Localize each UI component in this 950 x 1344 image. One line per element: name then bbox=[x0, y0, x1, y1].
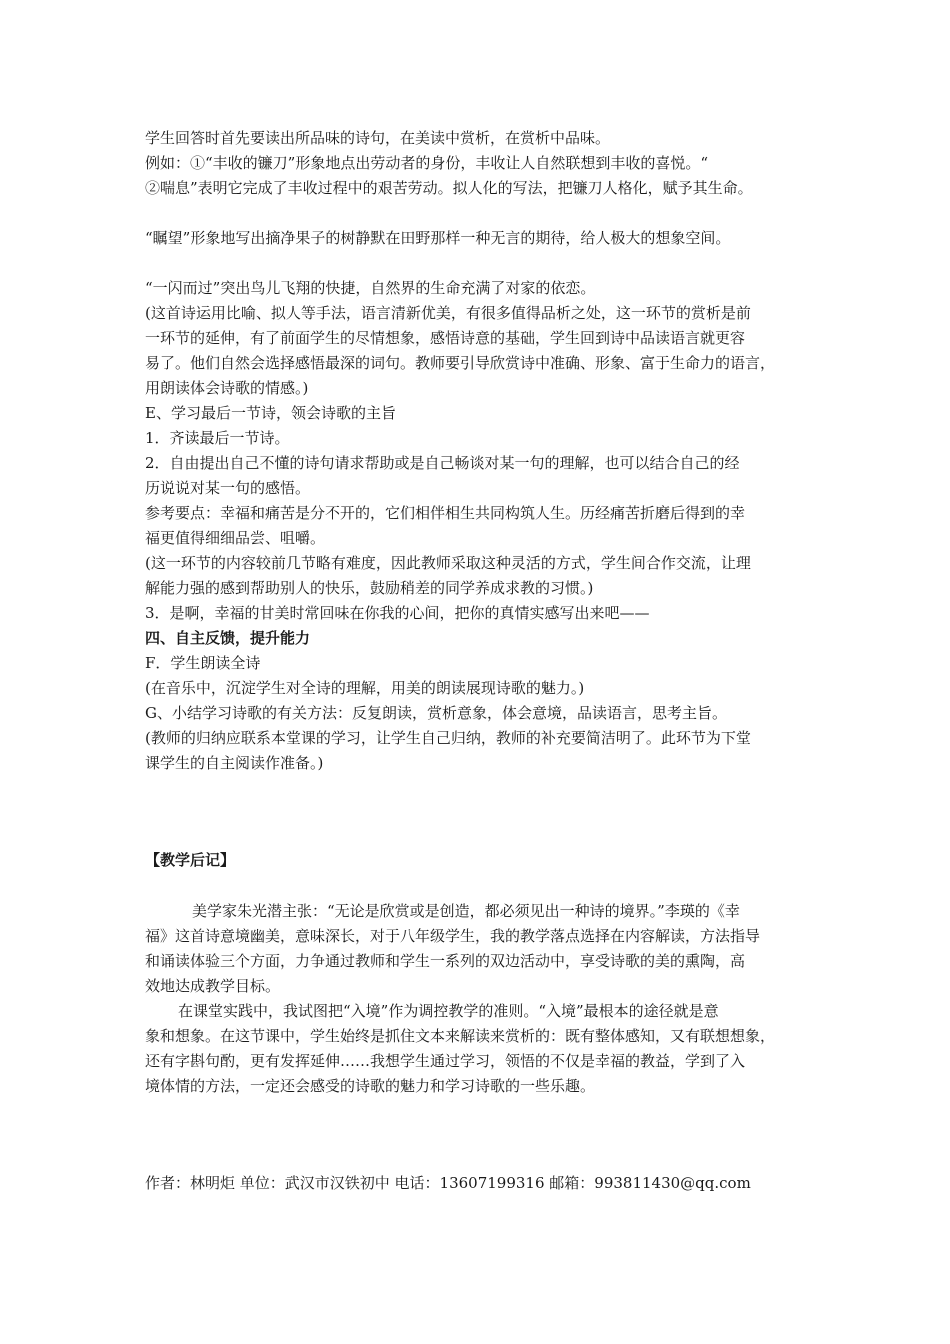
postscript-line: 福》这首诗意境幽美，意味深长，对于八年级学生，我的教学落点选择在内容解读，方法指导 bbox=[145, 927, 761, 945]
text-line: 例如：①“丰收的镰刀”形象地点出劳动者的身份，丰收让人自然联想到丰收的喜悦。“ bbox=[145, 154, 709, 172]
text-line: (这一环节的内容较前几节略有难度，因此教师采取这种灵活的方式，学生间合作交流，让理 bbox=[145, 554, 751, 572]
text-line: 用朗读体会诗歌的情感。) bbox=[145, 379, 309, 397]
section-heading-bold: 四、自主反馈，提升能力 bbox=[145, 629, 311, 647]
postscript-line: 美学家朱光潜主张：“无论是欣赏或是创造，都必须见出一种诗的境界。”李瑛的《幸 bbox=[192, 902, 740, 920]
section-heading: E、学习最后一节诗，领会诗歌的主旨 bbox=[145, 404, 396, 422]
text-line: (在音乐中，沉淀学生对全诗的理解，用美的朗读展现诗歌的魅力。) bbox=[145, 679, 585, 697]
text-line: 福更值得细细品尝、咀嚼。 bbox=[145, 529, 326, 547]
text-line: 3．是啊，幸福的甘美时常回味在你我的心间，把你的真情实感写出来吧—— bbox=[145, 604, 650, 622]
text-line: ②喘息”表明它完成了丰收过程中的艰苦劳动。拟人化的写法，把镰刀人格化，赋予其生命。 bbox=[145, 179, 753, 197]
author-footer: 作者：林明炬 单位：武汉市汉铁初中 电话：13607199316 邮箱：993811430@qq.com bbox=[145, 1174, 751, 1192]
text-line: 1．齐读最后一节诗。 bbox=[145, 429, 290, 447]
text-line: 2．自由提出自己不懂的诗句请求帮助或是自己畅谈对某一句的理解，也可以结合自己的经 bbox=[145, 454, 740, 472]
postscript-line: 效地达成教学目标。 bbox=[145, 977, 281, 995]
text-line: F．学生朗读全诗 bbox=[145, 654, 261, 672]
text-line: 易了。他们自然会选择感悟最深的词句。教师要引导欣赏诗中准确、形象、富于生命力的语言， bbox=[145, 354, 776, 372]
text-line: 参考要点：幸福和痛苦是分不开的，它们相伴相生共同构筑人生。历经痛苦折磨后得到的幸 bbox=[145, 504, 746, 522]
text-line: G、小结学习诗歌的有关方法：反复朗读，赏析意象，体会意境，品读语言，思考主旨。 bbox=[145, 704, 727, 722]
postscript-line: 境体情的方法，一定还会感受的诗歌的魅力和学习诗歌的一些乐趣。 bbox=[145, 1077, 596, 1095]
postscript-line: 在课堂实践中，我试图把“入境”作为调控教学的准则。“入境”最根本的途径就是意 bbox=[178, 1002, 719, 1020]
text-line: 历说说对某一句的感悟。 bbox=[145, 479, 311, 497]
postscript-line: 象和想象。在这节课中，学生始终是抓住文本来解读来赏析的：既有整体感知，又有联想想象， bbox=[145, 1027, 776, 1045]
text-line: 一环节的延伸，有了前面学生的尽情想象，感悟诗意的基础，学生回到诗中品读语言就更容 bbox=[145, 329, 746, 347]
text-line: “瞩望”形象地写出摘净果子的树静默在田野那样一种无言的期待，给人极大的想象空间。 bbox=[145, 229, 731, 247]
postscript-line: 和诵读体验三个方面，力争通过教师和学生一系列的双边活动中，享受诗歌的美的熏陶，高 bbox=[145, 952, 746, 970]
text-line: (这首诗运用比喻、拟人等手法，语言清新优美，有很多值得品析之处，这一环节的赏析是前 bbox=[145, 304, 751, 322]
text-line: 课学生的自主阅读作准备。) bbox=[145, 754, 324, 772]
text-line: 解能力强的感到帮助别人的快乐，鼓励稍差的同学养成求教的习惯。) bbox=[145, 579, 594, 597]
text-line: (教师的归纳应联系本堂课的学习，让学生自己归纳，教师的补充要简洁明了。此环节为下堂 bbox=[145, 729, 751, 747]
text-line: 学生回答时首先要读出所品味的诗句，在美读中赏析，在赏析中品味。 bbox=[145, 129, 611, 147]
postscript-line: 还有字斟句酌，更有发挥延伸……我想学生通过学习，领悟的不仅是幸福的教益，学到了入 bbox=[145, 1052, 746, 1070]
postscript-heading: 【教学后记】 bbox=[145, 851, 236, 869]
text-line: “一闪而过”突出鸟儿飞翔的快捷，自然界的生命充满了对家的依恋。 bbox=[145, 279, 596, 297]
